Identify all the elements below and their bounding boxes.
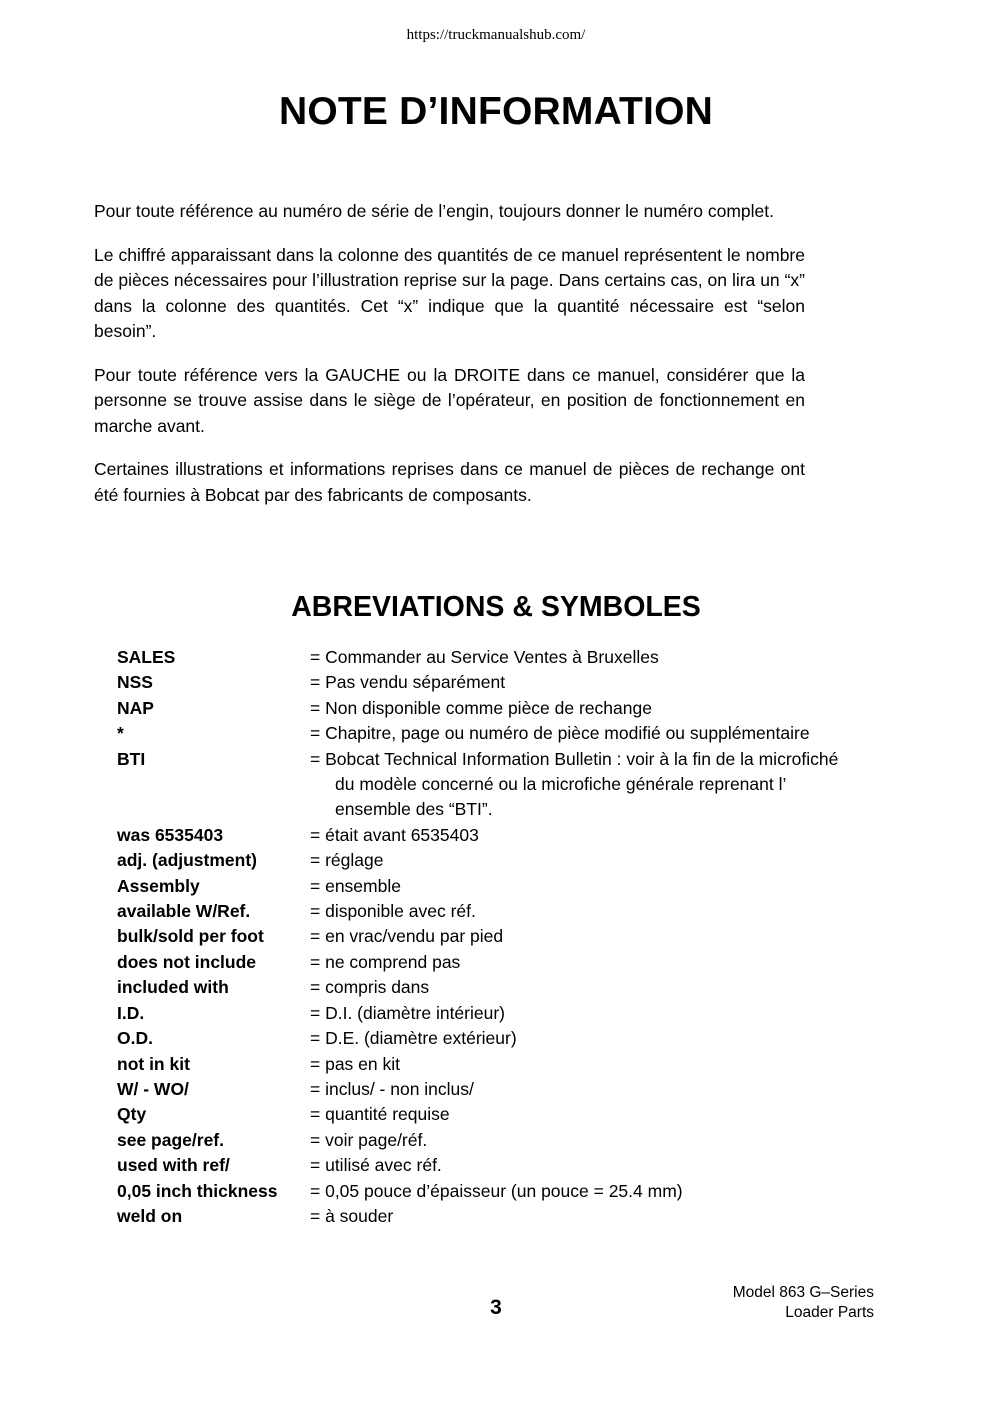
abbreviation-row — [117, 696, 897, 721]
section-title: ABREVIATIONS & SYMBOLES — [291, 591, 701, 623]
abbreviation-term: see page/ref. — [117, 1129, 224, 1150]
abbreviation-term: 0,05 inch thickness — [117, 1180, 278, 1201]
abbreviation-definition — [310, 975, 897, 1000]
abbreviation-row — [117, 1102, 897, 1127]
intro-section — [94, 199, 805, 526]
abbreviation-term: not in kit — [117, 1053, 190, 1074]
abbreviation-definition — [310, 1102, 897, 1127]
abbreviation-definition — [310, 645, 897, 670]
abbreviation-term: Qty — [117, 1104, 147, 1125]
abbreviation-term: weld on — [117, 1205, 183, 1226]
abbreviation-definition-line: = Chapitre, page ou numéro de pièce modifié ou supplémentaire — [310, 723, 810, 744]
abbreviation-row — [117, 747, 897, 823]
abbreviation-term: W/ - WO/ — [117, 1078, 189, 1099]
abbreviation-definition — [310, 848, 897, 873]
abbreviation-definition — [310, 721, 897, 746]
abbreviation-definition-line: = en vrac/vendu par pied — [310, 926, 504, 947]
abbreviation-definition — [310, 1077, 897, 1102]
abbreviation-definition — [310, 899, 897, 924]
abbreviation-definition — [310, 1204, 897, 1229]
abbreviation-row — [117, 1179, 897, 1204]
model-line: Model 863 G–Series — [732, 1284, 874, 1301]
abbreviation-definition-line: = Bobcat Technical Information Bulletin : voir à la fin de la microfiché — [310, 748, 839, 769]
abbreviation-term: I.D. — [117, 1002, 145, 1023]
abbreviation-definition — [310, 1026, 897, 1051]
abbreviation-definition — [310, 747, 897, 823]
abbreviation-definition — [310, 670, 897, 695]
abbreviation-term: was 6535403 — [117, 824, 224, 845]
abbreviation-definition-line: = quantité requise — [310, 1104, 450, 1125]
abbreviation-row — [117, 1153, 897, 1178]
intro-paragraph: Pour toute référence au numéro de série de l’engin, toujours donner le numéro complet. — [94, 201, 774, 221]
abbreviation-row — [117, 924, 897, 949]
abbreviation-row — [117, 721, 897, 746]
abbreviation-term: Assembly — [117, 875, 200, 896]
model-line: Loader Parts — [785, 1304, 874, 1321]
abbreviation-row — [117, 848, 897, 873]
abbreviation-term: BTI — [117, 748, 146, 769]
page-title: NOTE D’INFORMATION — [278, 90, 713, 133]
abbreviation-definition-line: = 0,05 pouce d’épaisseur (un pouce = 25.4 mm) — [310, 1180, 683, 1201]
abbreviation-definition — [310, 1153, 897, 1178]
abbreviation-term: used with ref/ — [117, 1155, 230, 1176]
abbreviation-term: NSS — [117, 672, 153, 693]
abbreviation-definition-line: = disponible avec réf. — [310, 901, 476, 922]
abbreviation-definition-line: = ensemble — [310, 875, 401, 896]
abbreviation-definition-line: ensemble des “BTI”. — [335, 799, 493, 820]
abbreviation-term: does not include — [117, 951, 257, 972]
abbreviation-row — [117, 899, 897, 924]
abbreviation-term: available W/Ref. — [117, 901, 251, 922]
abbreviation-definition-line: = réglage — [310, 850, 384, 871]
abbreviation-definition-line: = voir page/réf. — [310, 1129, 428, 1150]
abbreviation-term: bulk/sold per foot — [117, 926, 264, 947]
abbreviation-row — [117, 874, 897, 899]
intro-paragraph: Le chiffré apparaissant dans la colonne des quantités de ce manuel représentent le nombre de pièces nécessaires pour l’illustration reprise sur la page. Dans certains cas, on lira un “x” dans la colonne des quantités. Cet “x” indique que la quantité nécessaire est “selon besoin”. — [94, 244, 805, 341]
abbreviation-definition-line: = compris dans — [310, 977, 430, 998]
abbreviation-definition-line: = était avant 6535403 — [310, 824, 479, 845]
abbreviation-row — [117, 1052, 897, 1077]
abbreviation-row — [117, 670, 897, 695]
abbreviation-row — [117, 1001, 897, 1026]
abbreviation-definition — [310, 696, 897, 721]
page-number: 3 — [490, 1296, 502, 1319]
intro-paragraph: Certaines illustrations et informations reprises dans ce manuel de pièces de rechange ont été fournies à Bobcat par des fabricants de composants. — [94, 459, 805, 505]
abbreviation-definition — [310, 924, 897, 949]
abbreviations-list — [117, 645, 897, 1229]
abbreviation-definition-line: = Non disponible comme pièce de rechange — [310, 697, 652, 718]
abbreviation-definition-line: = à souder — [310, 1205, 394, 1226]
abbreviation-definition — [310, 1052, 897, 1077]
abbreviation-definition — [310, 1179, 897, 1204]
abbreviation-row — [117, 1026, 897, 1051]
abbreviation-term: adj. (adjustment) — [117, 850, 258, 871]
abbreviation-definition-line: = Pas vendu séparément — [310, 672, 506, 693]
header-url: https://truckmanualshub.com/ — [406, 27, 586, 43]
abbreviation-definition — [310, 874, 897, 899]
abbreviation-definition-line: = ne comprend pas — [310, 951, 461, 972]
abbreviation-row — [117, 1077, 897, 1102]
abbreviation-definition-line: = D.I. (diamètre intérieur) — [310, 1002, 505, 1023]
abbreviation-row — [117, 1204, 897, 1229]
abbreviation-row — [117, 1128, 897, 1153]
abbreviation-definition — [310, 823, 897, 848]
abbreviation-row — [117, 823, 897, 848]
abbreviation-definition-line: = inclus/ - non inclus/ — [310, 1078, 474, 1099]
abbreviation-definition — [310, 950, 897, 975]
abbreviation-term: * — [117, 723, 124, 744]
abbreviation-definition-line: = utilisé avec réf. — [310, 1155, 442, 1176]
model-info — [733, 1283, 874, 1323]
abbreviation-row — [117, 975, 897, 1000]
abbreviation-definition-line: = D.E. (diamètre extérieur) — [310, 1028, 517, 1049]
intro-paragraph: Pour toute référence vers la GAUCHE ou la DROITE dans ce manuel, considérer que la personne se trouve assise dans le siège de l’opérateur, en position de fonctionnement en marche avant. — [94, 364, 805, 436]
abbreviation-definition — [310, 1001, 897, 1026]
abbreviation-row — [117, 645, 897, 670]
abbreviation-term: SALES — [117, 647, 176, 667]
abbreviation-term: included with — [117, 977, 229, 998]
abbreviation-definition-line: = pas en kit — [310, 1053, 400, 1074]
abbreviation-term: O.D. — [117, 1028, 153, 1049]
abbreviation-definition-line: du modèle concerné ou la microfiche générale reprenant l’ — [335, 774, 787, 795]
abbreviation-definition — [310, 1128, 897, 1153]
abbreviation-row — [117, 950, 897, 975]
abbreviation-definition-line: = Commander au Service Ventes à Bruxelles — [310, 647, 659, 667]
abbreviation-term: NAP — [117, 697, 154, 718]
